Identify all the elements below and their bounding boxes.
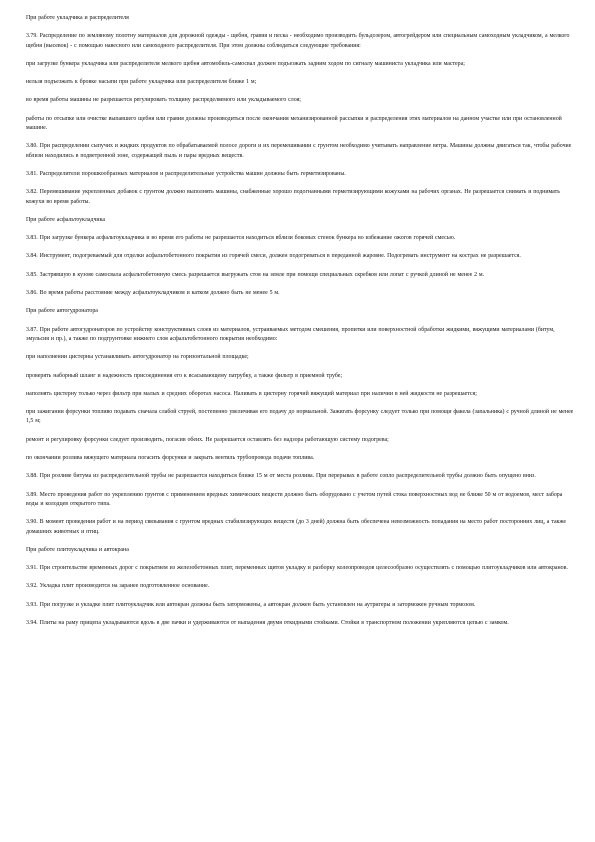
paragraph: при зажигании форсунки топливо подавать сначала слабой струей, постепенно увеличивая его подачу до нормальной. Зажигать форсунку следует только при помощи факела (запальника) с ручной длиной не менее 1,5 м;: [26, 409, 574, 425]
paragraph: нельзя подъезжать к бровке насыпи при работе укладчика или распределителя ближе 1 м;: [26, 79, 257, 86]
section-heading: При работе плитоукладчика и автокрана: [26, 546, 129, 553]
paragraph: 3.86. Во время работы расстояние между асфальтоукладчиком и катком должно быть не менее 5 м.: [26, 290, 280, 297]
paragraph: при наполнении цистерны устанавливать автогудронатор на горизонтальной площадке;: [26, 354, 249, 361]
paragraph: проверять наборный шланг и надежность присоединения его к всасывающему патрубку, а также фильтр в приемной трубе;: [26, 372, 342, 379]
paragraph: ремонт и регулировку форсунки следует производить, погасив обеих. Не разрешается оставлять без надзора работающую систему подогрева;: [26, 436, 389, 443]
paragraph: 3.85. Застрявшую в кузове самосвала асфальтобетонную смесь разрешается выгружать стоя на земле при помощи специальных скребков или лопат с ручкой длиной не менее 2 м.: [26, 271, 485, 278]
paragraph: 3.88. При розливе битума из распределительной трубы не разрешается находиться ближе 15 м от места розлива. При перерывах в работе сопло распределительной трубы должно быть опущено вниз.: [26, 473, 536, 480]
paragraph: 3.91. При строительстве временных дорог с покрытием из железобетонных плит, переменных щитов укладку и разборку колеопроводов целесообразно осуществлять с помощью плитоукладчиков или автокранов.: [26, 565, 568, 572]
document-page: [26, 14, 574, 637]
paragraph: 3.89. Место проведения работ по укреплению грунтов с применением вредных химических веществ должно быть оборудовано с учетом путей стока поверхностных вод не ближе 50 м от водоемов, мест забора воды и колодцев открытого типа.: [26, 491, 563, 507]
paragraph: 3.87. При работе автогудронаторов по устройству конструктивных слоев из материалов, устраиваемых методом смешения, пропитки или поверхностной обработки жидкими, вяжущими материалами (битум, эмульсия и пр.), а также по подгрунтовке нижнего слоя асфальтобетонного покрытия необходимо:: [26, 326, 555, 342]
paragraph: работы по отсыпке или очистке выпавшего щебня или гравия должны производиться после окончания механизированной рассыпки и распределения этих материалов на данном участке или при остановленной машине.: [26, 115, 562, 132]
paragraph: 3.80. При распределении сыпучих и жидких продуктов по обрабатываемой полосе дороги и их перемешивании с грунтом необходимо учитывать направление ветра. Машины должны двигаться так, чтобы рабочие вблизи находились в подветренной зоне, содержащей пыль и пары вредных веществ.: [26, 143, 572, 159]
paragraph: во время работы машины не разрешается регулировать толщину распределяемого или укладываемого слоя;: [26, 97, 301, 104]
section-heading: При работе укладчика и распределителя: [26, 15, 129, 21]
paragraph: 3.82. Перемешивание укрепленных добавок с грунтом должно выполнять машины, снабженные хорошо подогнанными герметизирующими кожухами на рабочих органах. Не разрешается снимать и поднимать кожухи во время работы.: [26, 189, 560, 205]
paragraph: 3.84. Инструмент, подогреваемый для отделки асфальтобетонного покрытия из горячей смеси, должен подогреваться в переданной жаровне. Подогревать инструмент на кострах не разрешается.: [26, 253, 521, 260]
paragraph: 3.94. Плиты на раму прицепа укладываются вдоль в две пачки и удерживаются от выпадения двумя откидными стойками. Стойки в транспортном положении укрепляются цепью с замком.: [26, 619, 509, 626]
paragraph: 3.93. При погрузке и укладке плит плитоукладчик или автокран должны быть заторможены, а автокран должен быть установлен на аутригеры и заторможен ручным тормозом.: [26, 601, 476, 608]
section-heading: При работе асфальтоукладчика: [26, 216, 105, 223]
paragraph: наполнять цистерну только через фильтр при малых и средних оборотах насоса. Наливать в цистерну горячий вяжущий материал при наличии в ней жидкости не разрешается;: [26, 390, 477, 397]
paragraph: 3.92. Укладка плит производится на заранее подготовленное основание.: [26, 583, 210, 590]
section-heading: При работе автогудронатора: [26, 308, 98, 315]
paragraph: 3.79. Распределение по земляному полотну материалов для дорожной одежды - щебня, гравия и песка - необходимо производить бульдозером, автогрейдером или специальным самоходным укладчиком, а мелкого щебня (высевок) - с помощью навесного или самоходного распределителя. При этом должны соблюдаться следующие требования:: [26, 33, 570, 49]
paragraph: при загрузке бункера укладчика или распределителя мелкого щебня автомобиль-самосвал должен подъезжать задним ходом по сигналу машиниста укладчика или мастера;: [26, 60, 465, 67]
paragraph: 3.83. При загрузке бункера асфальтоукладчика и во время его работы не разрешается находиться вблизи боковых стенок бункера во избежание ожогов горячей смесью.: [26, 235, 456, 242]
paragraph: по окончании розлива вяжущего материала погасить форсунки и закрыть вентиль трубопровода подачи топлива.: [26, 455, 315, 462]
paragraph: 3.90. В момент проведения работ и на период связывания с грунтом вредных стабилизирующих веществ (до 3 дней) должна быть обеспечена невозможность попадания на место работ посторонних лиц, а также домашних животных и птиц.: [26, 519, 567, 535]
paragraph: 3.81. Распределители порошкообразных материалов и распределительные устройства машин должны быть герметизированы.: [26, 170, 346, 177]
